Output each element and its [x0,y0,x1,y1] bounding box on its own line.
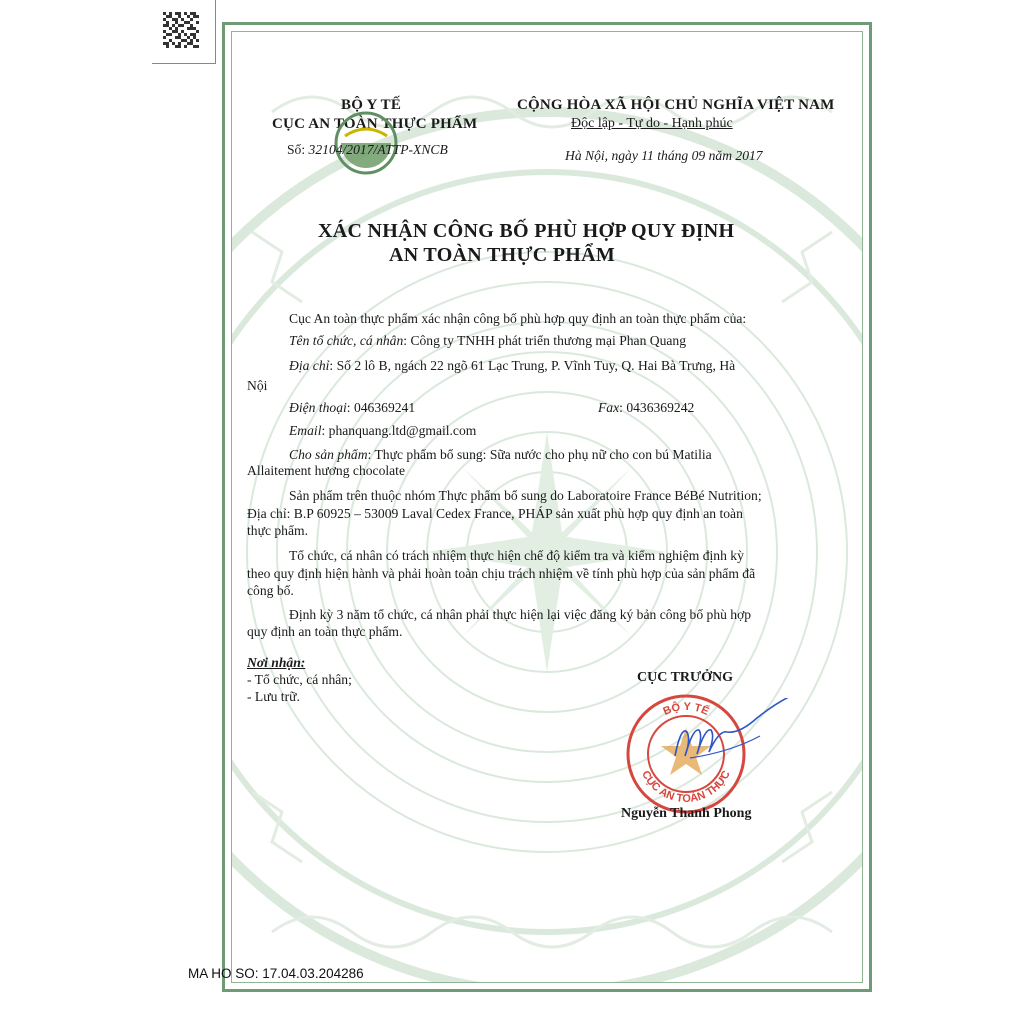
address-value: : Số 2 lô B, ngách 22 ngõ 61 Lạc Trung, P. Vĩnh Tuy, Q. Hai Bà Trưng, Hà [329,358,736,373]
product-value: : Thực phẩm bổ sung: Sữa nước cho phụ nữ cho con bú Matilia [367,447,712,462]
document-number-value: 32104/2017/ATTP-XNCB [308,142,448,157]
product-row [289,447,712,463]
document-title-line2: AN TOÀN THỰC PHẨM [389,244,616,266]
responsibility-line1: Tổ chức, cá nhân có trách nhiệm thực hiện chế độ kiểm tra và kiểm nghiệm định kỳ [289,548,744,563]
signatory-role: CỤC TRƯỞNG [637,670,734,685]
seal-top-text: BỘ Y TẾ [661,700,711,718]
email-row [289,423,476,439]
organization-value: : Công ty TNHH phát triển thương mại Phan Quang [403,333,687,348]
renewal-line1: Định kỳ 3 năm tổ chức, cá nhân phải thực hiện lại việc đăng ký bản công bố phù hợp [289,607,752,622]
organization-row [289,333,686,349]
product-continuation: Allaitement hương chocolate [247,463,405,478]
document-number-label: Số: [287,142,306,157]
document-title-line1: XÁC NHẬN CÔNG BỐ PHÙ HỢP QUY ĐỊNH [318,220,735,242]
document-number [287,142,448,158]
recipient-item: - Lưu trữ. [247,689,300,704]
crop-mark-horizontal [152,63,216,64]
product-label: Cho sản phẩm [289,447,368,462]
recipients-label: Nơi nhận: [247,655,306,670]
address-row [289,358,735,374]
address-label: Địa chỉ [289,358,330,373]
organization-label: Tên tổ chức, cá nhân [289,333,404,348]
email-value: : phanquang.ltd@gmail.com [321,423,477,438]
renewal-line2: quy định an toàn thực phẩm. [247,624,403,639]
email-label: Email [289,423,322,438]
nation-name: CỘNG HÒA XÃ HỘI CHỦ NGHĨA VIỆT NAM [517,97,835,113]
phone-row [289,400,415,416]
ministry-name: BỘ Y TẾ [341,97,402,113]
recipient-item: - Tổ chức, cá nhân; [247,672,352,687]
phone-label: Điện thoại [289,400,347,415]
record-code: MA HO SO: 17.04.03.204286 [188,966,364,981]
signatory-name: Nguyễn Thanh Phong [621,806,752,821]
manufacturer-line2: Địa chỉ: B.P 60925 – 53009 Laval Cedex France, PHÁP sản xuất phù hợp quy định an toàn [247,506,743,521]
handwritten-signature-icon [650,698,830,778]
fax-row [598,400,694,416]
responsibility-line3: công bố. [247,583,294,598]
national-motto: Độc lập - Tự do - Hạnh phúc [571,116,733,131]
manufacturer-line1: Sản phẩm trên thuộc nhóm Thực phẩm bổ sung do Laboratoire France BéBé Nutrition; [289,488,762,503]
address-continuation: Nội [247,378,268,393]
phone-value: : 046369241 [346,400,416,415]
department-name: CỤC AN TOÀN THỰC PHẨM [272,116,478,132]
place-and-date: Hà Nội, ngày 11 tháng 09 năm 2017 [565,148,763,163]
qr-code-icon [163,12,199,48]
fax-value: : 0436369242 [619,400,695,415]
intro-text: Cục An toàn thực phẩm xác nhận công bố phù hợp quy định an toàn thực phẩm của: [289,311,747,326]
seal-bottom-text: CỤC AN TOÀN THỰC [639,768,733,806]
manufacturer-line3: thực phẩm. [247,523,308,538]
responsibility-line2: theo quy định hiện hành và phải hoàn toàn chịu trách nhiệm về tính phù hợp của sản phẩm đã [247,566,756,581]
fax-label: Fax [598,400,620,415]
crop-mark-vertical [215,0,216,64]
